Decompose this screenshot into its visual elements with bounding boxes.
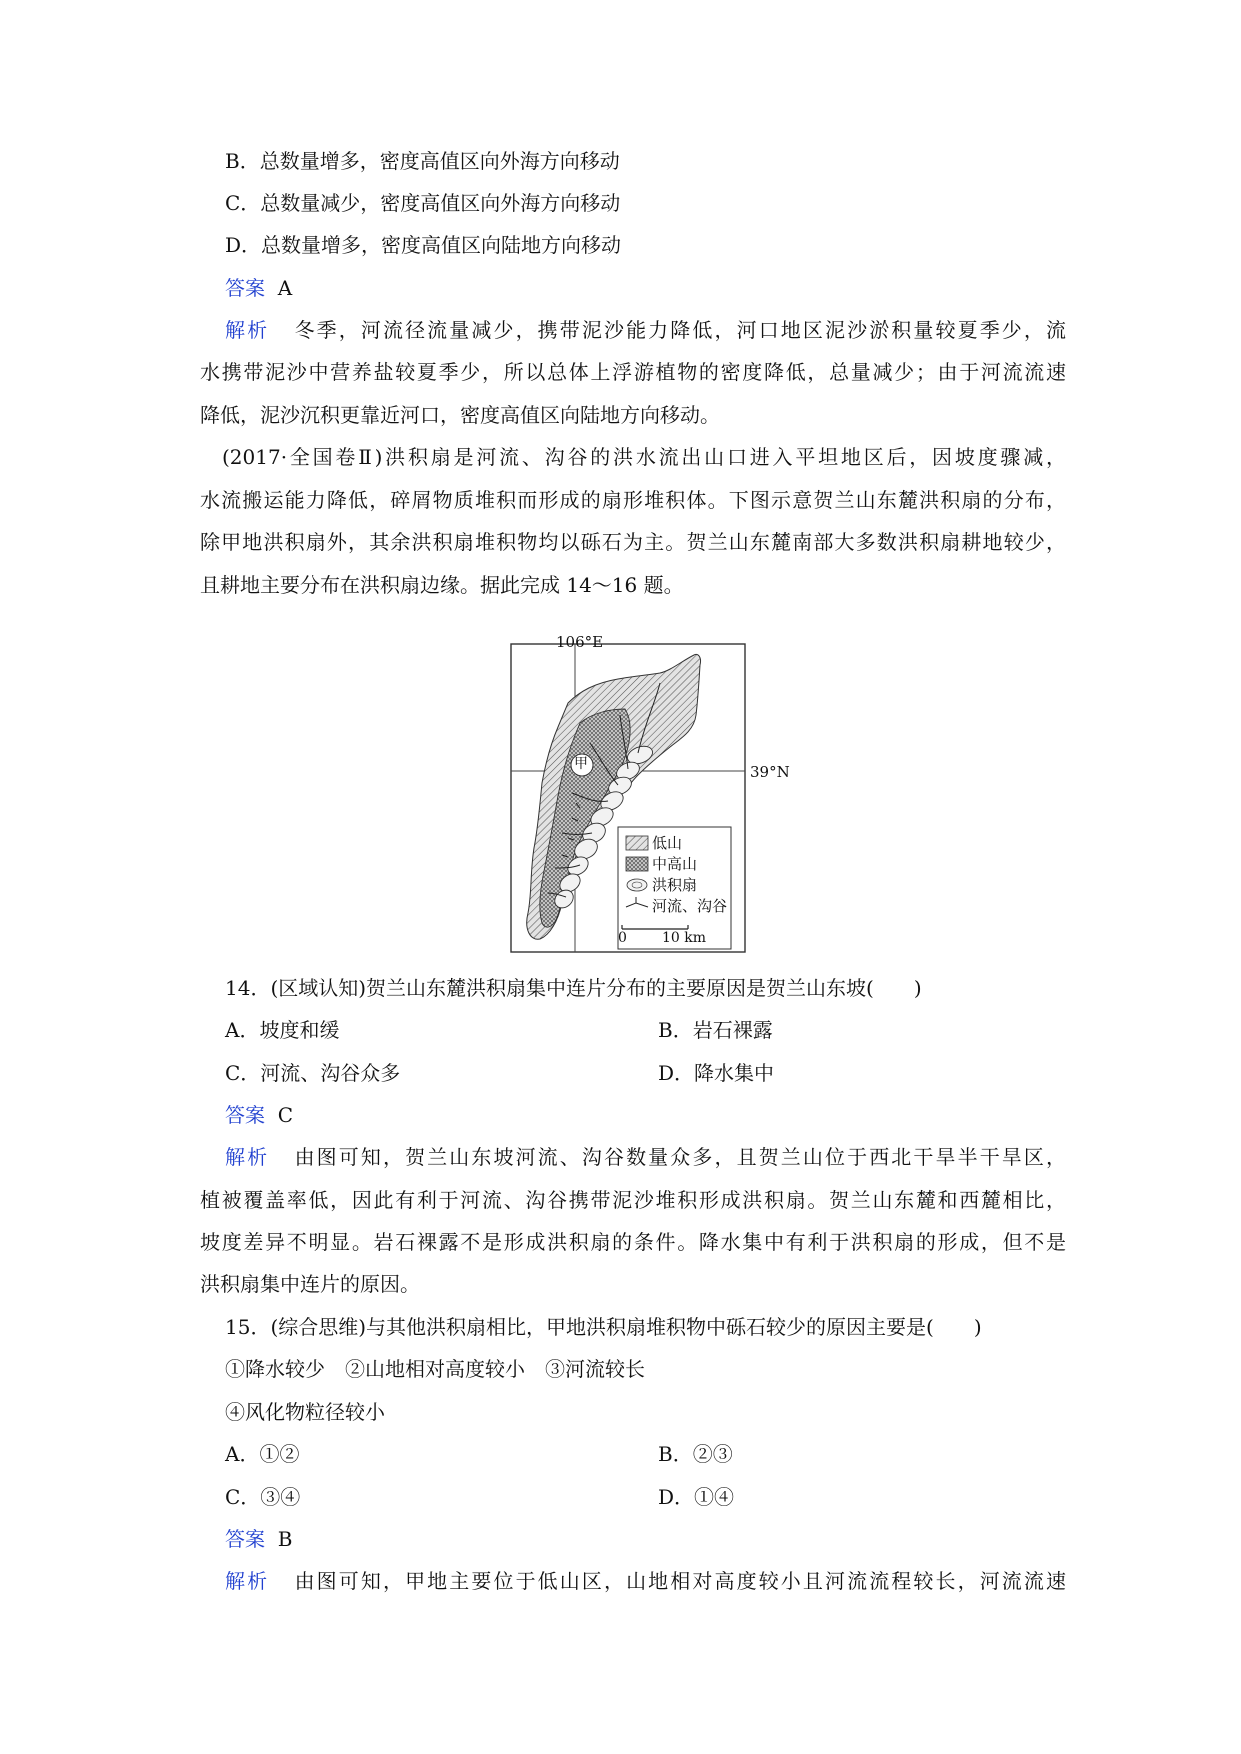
analysis-text: 由图可知，甲地主要位于低山区，山地相对高度较小且河流流程较长，河流流速 <box>294 1569 1066 1593</box>
q13-analysis-line3: 降低，泥沙沉积更靠近河口，密度高值区向陆地方向移动。 <box>200 403 720 427</box>
q14-analysis-line3: 坡度差异不明显。岩石裸露不是形成洪积扇的条件。降水集中有利于洪积扇的形成，但不是 <box>200 1230 1066 1254</box>
q14-option-a: A．坡度和缓 <box>225 1018 340 1042</box>
q15-answer <box>225 1525 292 1553</box>
answer-label: 答案 <box>225 276 265 300</box>
answer-value: B <box>277 1527 293 1551</box>
q13-option-c: C．总数量减少，密度高值区向外海方向移动 <box>225 191 621 215</box>
q13-answer <box>225 274 292 302</box>
legend-river-valley: 河流、沟谷 <box>652 897 728 915</box>
q13-option-d: D．总数量增多，密度高值区向陆地方向移动 <box>225 233 622 257</box>
q15-option-a: A．①② <box>225 1442 300 1466</box>
q15-option-b: B．②③ <box>658 1442 733 1466</box>
legend-low-mountain: 低山 <box>652 834 683 852</box>
analysis-label: 解析 <box>225 318 270 342</box>
q14-stem: 14．(区域认知)贺兰山东麓洪积扇集中连片分布的主要原因是贺兰山东坡( ) <box>225 976 922 1000</box>
answer-value: C <box>277 1103 294 1127</box>
q15-items-line1: ①降水较少 ②山地相对高度较小 ③河流较长 <box>225 1357 645 1381</box>
longitude-label: 106°E <box>556 633 604 651</box>
q14-analysis-line4: 洪积扇集中连片的原因。 <box>200 1272 420 1296</box>
q13-analysis-line2: 水携带泥沙中营养盐较夏季少，所以总体上浮游植物的密度降低，总量减少；由于河流流速 <box>200 360 1066 384</box>
intro-line1: (2017·全国卷Ⅱ)洪积扇是河流、沟谷的洪水流出山口进入平坦地区后，因坡度骤减， <box>222 445 1066 469</box>
q14-option-d: D．降水集中 <box>658 1061 775 1085</box>
latitude-label: 39°N <box>750 763 790 781</box>
analysis-text: 由图可知，贺兰山东坡河流、沟谷数量众多，且贺兰山位于西北干旱半干旱区， <box>294 1145 1066 1169</box>
q15-analysis-line1 <box>225 1567 1066 1595</box>
q14-answer <box>225 1101 293 1129</box>
q14-option-b: B．岩石裸露 <box>658 1018 773 1042</box>
intro-line2: 水流搬运能力降低，碎屑物质堆积而形成的扇形堆积体。下图示意贺兰山东麓洪积扇的分布， <box>200 488 1066 512</box>
scale-length-label: 10 km <box>662 930 707 946</box>
analysis-text: 冬季，河流径流量减少，携带泥沙能力降低，河口地区泥沙淤积量较夏季少，流 <box>294 318 1066 342</box>
intro-line3: 除甲地洪积扇外，其余洪积扇堆积物均以砾石为主。贺兰山东麓南部大多数洪积扇耕地较少， <box>200 530 1066 554</box>
intro-line4: 且耕地主要分布在洪积扇边缘。据此完成 14～16 题。 <box>200 573 684 597</box>
q14-analysis-line2: 植被覆盖率低，因此有利于河流、沟谷携带泥沙堆积形成洪积扇。贺兰山东麓和西麓相比， <box>200 1188 1066 1212</box>
q15-option-d: D．①④ <box>658 1485 735 1509</box>
legend-mid-high-mountain: 中高山 <box>652 855 698 873</box>
answer-label: 答案 <box>225 1103 265 1127</box>
legend-alluvial-fan: 洪积扇 <box>652 876 698 894</box>
answer-label: 答案 <box>225 1527 265 1551</box>
site-jia-label: 甲 <box>574 756 588 772</box>
analysis-label: 解析 <box>225 1569 270 1593</box>
helan-mountain-map <box>510 633 790 953</box>
q15-option-c: C．③④ <box>225 1485 301 1509</box>
scale-zero-label: 0 <box>618 930 627 946</box>
q14-option-c: C．河流、沟谷众多 <box>225 1061 401 1085</box>
q14-analysis-line1 <box>225 1143 1066 1171</box>
q15-items-line2: ④风化物粒径较小 <box>225 1400 385 1424</box>
answer-value: A <box>277 276 293 300</box>
q13-analysis-line1 <box>225 316 1066 344</box>
q13-option-b: B．总数量增多，密度高值区向外海方向移动 <box>225 149 620 173</box>
q15-stem: 15．(综合思维)与其他洪积扇相比，甲地洪积扇堆积物中砾石较少的原因主要是( ) <box>225 1315 982 1339</box>
analysis-label: 解析 <box>225 1145 270 1169</box>
